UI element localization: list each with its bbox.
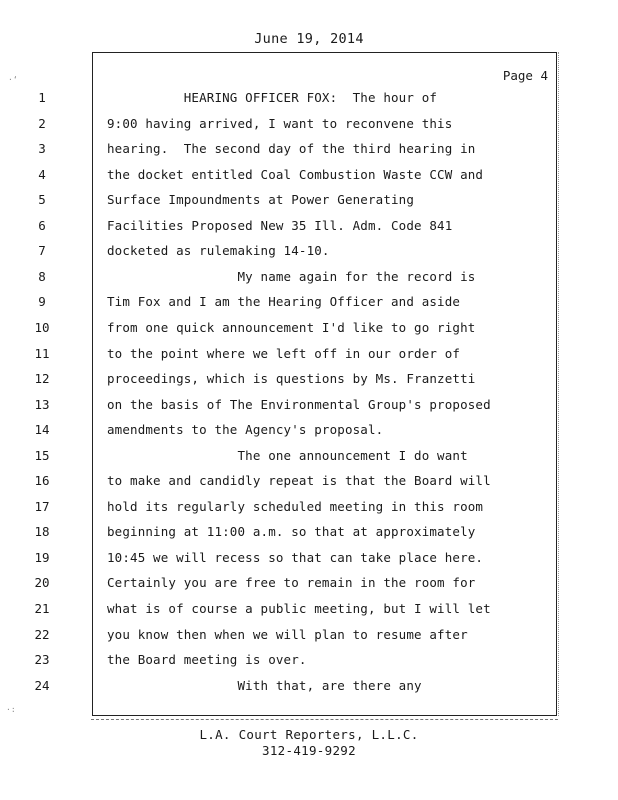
transcript-line-text: My name again for the record is xyxy=(107,269,476,284)
transcript-line-text: docketed as rulemaking 14-10. xyxy=(107,243,330,258)
transcript-line-text: Facilities Proposed New 35 Ill. Adm. Code 841 xyxy=(107,218,453,233)
line-number: 3 xyxy=(38,141,46,156)
line-number: 7 xyxy=(38,243,46,258)
line-number: 10 xyxy=(34,320,50,335)
scan-speck: ·: xyxy=(6,705,16,714)
transcript-line-text: amendments to the Agency's proposal. xyxy=(107,422,384,437)
line-number: 12 xyxy=(34,371,50,386)
transcript-line-text: hold its regularly scheduled meeting in this room xyxy=(107,499,484,514)
transcript-line-text: from one quick announcement I'd like to go right xyxy=(107,320,476,335)
line-number: 16 xyxy=(34,473,50,488)
line-number: 6 xyxy=(38,218,46,233)
line-number: 19 xyxy=(34,550,50,565)
transcript-line-text: Surface Impoundments at Power Generating xyxy=(107,192,415,207)
line-number: 5 xyxy=(38,192,46,207)
page-edge-divider xyxy=(558,52,559,716)
footer-phone: 312-419-9292 xyxy=(262,743,356,758)
line-number: 8 xyxy=(38,269,46,284)
line-number: 11 xyxy=(34,346,50,361)
transcript-line-text: the docket entitled Coal Combustion Waste CCW and xyxy=(107,167,484,182)
line-number: 20 xyxy=(34,575,50,590)
footer-company: L.A. Court Reporters, L.L.C. xyxy=(199,727,419,742)
transcript-line-text: 9:00 having arrived, I want to reconvene this xyxy=(107,116,453,131)
transcript-line-text: you know then when we will plan to resume after xyxy=(107,627,468,642)
transcript-line-text: With that, are there any xyxy=(107,678,422,693)
line-number: 24 xyxy=(34,678,50,693)
line-number: 17 xyxy=(34,499,50,514)
line-number: 22 xyxy=(34,627,50,642)
transcript-line-text: what is of course a public meeting, but I will let xyxy=(107,601,491,616)
page-date-header: June 19, 2014 xyxy=(254,31,364,47)
transcript-line-text: 10:45 we will recess so that can take place here. xyxy=(107,550,484,565)
line-number: 15 xyxy=(34,448,50,463)
line-number: 18 xyxy=(34,524,50,539)
transcript-line-text: on the basis of The Environmental Group's proposed xyxy=(107,397,491,412)
transcript-line-text: Tim Fox and I am the Hearing Officer and aside xyxy=(107,294,461,309)
line-number: 21 xyxy=(34,601,50,616)
transcript-line-text: hearing. The second day of the third hearing in xyxy=(107,141,476,156)
transcript-line-text: to make and candidly repeat is that the Board will xyxy=(107,473,491,488)
line-number: 13 xyxy=(34,397,50,412)
transcript-line-text: HEARING OFFICER FOX: The hour of xyxy=(107,90,438,105)
page-number: Page 4 xyxy=(502,68,548,83)
transcript-line-text: beginning at 11:00 a.m. so that at approximately xyxy=(107,524,476,539)
line-number: 1 xyxy=(38,90,46,105)
transcript-line-text: proceedings, which is questions by Ms. Franzetti xyxy=(107,371,476,386)
line-number: 23 xyxy=(34,652,50,667)
transcript-line-text: the Board meeting is over. xyxy=(107,652,307,667)
line-number: 9 xyxy=(38,294,46,309)
scan-speck: ·‘ xyxy=(8,75,18,84)
transcript-line-text: The one announcement I do want xyxy=(107,448,468,463)
line-number: 4 xyxy=(38,167,46,182)
line-number: 2 xyxy=(38,116,46,131)
transcript-line-text: Certainly you are free to remain in the room for xyxy=(107,575,476,590)
line-number: 14 xyxy=(34,422,50,437)
transcript-line-text: to the point where we left off in our order of xyxy=(107,346,461,361)
